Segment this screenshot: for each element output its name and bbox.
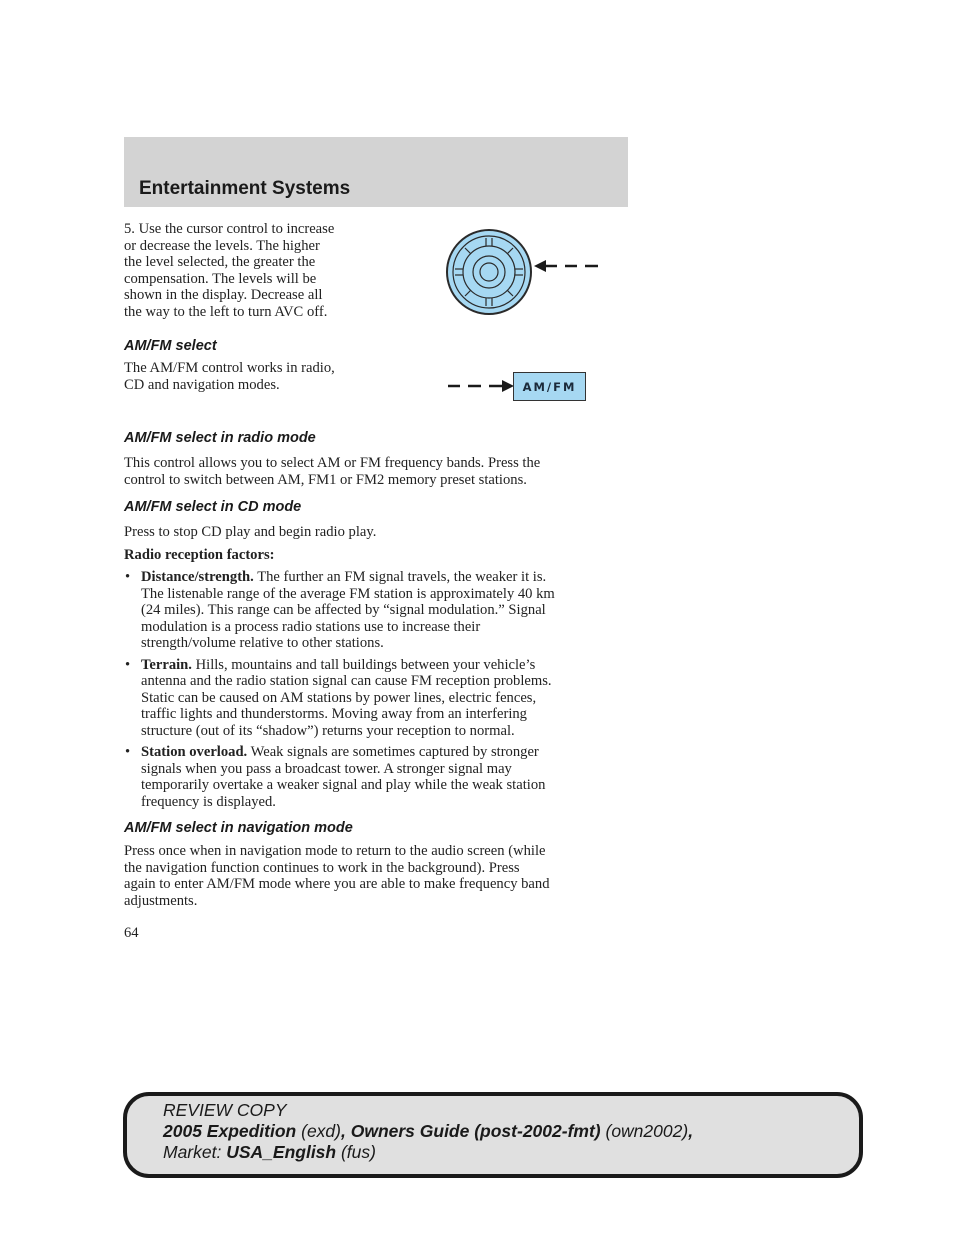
reception-factors-heading: Radio reception factors: [124,547,275,563]
cd-mode-text: Press to stop CD play and begin radio play. [124,524,377,540]
page-number: 64 [124,925,139,941]
section-header [124,137,628,207]
radio-mode-text: This control allows you to select AM or FM frequency bands. Press the control to switch between AM, FM1 or FM2 memory preset stations. [124,455,541,488]
review-copy-footer [123,1092,863,1178]
list-item: • Terrain. Hills, mountains and tall buildings between your vehicle’s antenna and the radio station signal can cause FM reception problems. Static can be caused on AM stations by power lines, electric fences, traffic lights and thunderstorms. Moving away from an interfering structure (out of its “shadow”) returns your reception to normal. [125,656,552,739]
amfm-select-text: The AM/FM control works in radio, CD and navigation modes. [124,360,335,393]
cursor-control-knob-icon [444,228,604,318]
nav-mode-heading: AM/FM select in navigation mode [124,820,353,836]
arrowhead-icon [534,260,546,272]
radio-mode-heading: AM/FM select in radio mode [124,430,316,446]
nav-mode-text: Press once when in navigation mode to return to the audio screen (while the navigation function continues to work in the background). Press again to enter AM/FM mode where you are able to make frequency band adjustments. [124,843,550,909]
cd-mode-heading: AM/FM select in CD mode [124,499,302,515]
step-5-text: 5. Use the cursor control to increase or decrease the levels. The higher the level selected, the greater the compensation. The levels will be shown in the display. Decrease all the way to the left to turn AVC off. [124,221,335,320]
section-title: Entertainment Systems [139,178,351,199]
footer-text: REVIEW COPY 2005 Expedition (exd), Owners Guide (post-2002-fmt) (own2002), Market: USA_English (fus) [163,1100,694,1162]
amfm-select-heading: AM/FM select [124,338,217,354]
reception-factors-list [124,569,630,815]
list-item: • Distance/strength. The further an FM signal travels, the weaker it is. The listenable range of the average FM station is approximately 40 km (24 miles). This range can be affected by “signal modulation.” Signal modulation is a process radio stations use to increase their strength/volume relative to other stations. [125,569,555,651]
dashed-arrow-icon [446,371,516,403]
amfm-button-illustration: AM/FM [513,372,586,401]
list-item: • Station overload. Weak signals are sometimes captured by stronger signals when you pass a broadcast tower. A stronger signal may temporarily overtake a weaker signal and play while the weak station frequency is displayed. [125,744,546,810]
